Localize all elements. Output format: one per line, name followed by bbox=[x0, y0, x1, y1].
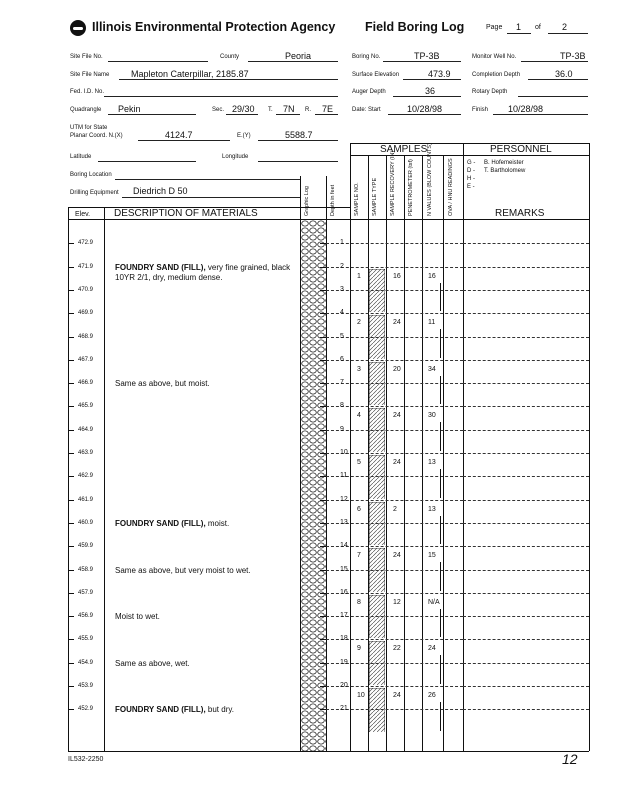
elevation-label: 461.9 bbox=[78, 496, 94, 503]
utm-label: UTM for State bbox=[70, 125, 108, 131]
monitor-well-value: TP-3B bbox=[560, 51, 586, 61]
grid-line bbox=[463, 523, 589, 524]
completion-depth-value: 36.0 bbox=[555, 69, 573, 79]
auger-depth-value: 36 bbox=[425, 86, 436, 96]
depth-tick bbox=[320, 663, 326, 664]
date-start-value: 10/28/98 bbox=[407, 104, 443, 114]
elevation-label: 460.9 bbox=[78, 519, 94, 526]
utm-e-label: E.(Y) bbox=[237, 133, 251, 139]
depth-label: 10 bbox=[340, 449, 348, 456]
grid-line bbox=[326, 313, 463, 314]
n-value: 15 bbox=[428, 552, 436, 560]
depth-label: 3 bbox=[340, 285, 344, 293]
depth-label: 7 bbox=[340, 379, 344, 387]
grid-line bbox=[463, 639, 589, 640]
sample-type-hatch bbox=[369, 502, 385, 546]
grid-line bbox=[463, 709, 589, 710]
description-entry bbox=[115, 566, 295, 576]
ova-header: OVA / HNU READINGS bbox=[448, 158, 454, 216]
elevation-label: 453.9 bbox=[78, 683, 94, 689]
recovery-value: 16 bbox=[393, 272, 401, 280]
depth-header: Depth in feet bbox=[330, 184, 336, 216]
description-entry bbox=[115, 612, 295, 622]
drilling-equipment-value: Diedrich D 50 bbox=[133, 186, 188, 196]
fed-id-label: Fed. I.D. No. bbox=[70, 89, 105, 95]
depth-tick bbox=[320, 546, 326, 547]
elev-tick bbox=[68, 616, 74, 617]
grid-line bbox=[326, 360, 463, 361]
grid-line bbox=[326, 406, 463, 407]
boring-location-label: Boring Location bbox=[70, 172, 112, 178]
depth-tick bbox=[320, 686, 326, 687]
grid-line bbox=[463, 686, 589, 687]
description-text: Same as above, but very moist to wet. bbox=[115, 565, 251, 575]
n-bracket bbox=[440, 376, 441, 405]
finish-value: 10/28/98 bbox=[508, 104, 544, 114]
description-header: DESCRIPTION OF MATERIALS bbox=[114, 208, 258, 219]
grid-line bbox=[463, 430, 589, 431]
personnel-role: H - bbox=[467, 176, 475, 182]
grid-line bbox=[463, 243, 589, 244]
depth-label: 13 bbox=[340, 518, 348, 526]
elevation-label: 465.9 bbox=[78, 403, 94, 410]
elevation-label: 466.9 bbox=[78, 380, 94, 387]
personnel-role: D - bbox=[467, 168, 475, 174]
description-text: Same as above, wet. bbox=[115, 658, 190, 668]
n-value: 16 bbox=[428, 272, 436, 280]
depth-label: 14 bbox=[340, 542, 348, 550]
depth-label: 9 bbox=[340, 425, 344, 433]
depth-tick bbox=[320, 430, 326, 431]
grid-line bbox=[463, 337, 589, 338]
depth-tick bbox=[320, 243, 326, 244]
description-entry bbox=[115, 263, 295, 283]
form-code: IL532-2250 bbox=[68, 756, 104, 763]
latitude-label: Latitude bbox=[70, 154, 92, 160]
surface-elevation-label: Surface Elevation bbox=[352, 72, 400, 78]
description-text: very fine grained, black 10YR 2/1, dry, medium dense. bbox=[115, 262, 291, 282]
grid-line bbox=[463, 290, 589, 291]
depth-tick bbox=[320, 593, 326, 594]
site-file-name-value: Mapleton Caterpillar, 2185.87 bbox=[131, 69, 249, 79]
n-value: 24 bbox=[428, 645, 436, 653]
description-entry bbox=[115, 705, 295, 715]
depth-label: 5 bbox=[340, 332, 344, 340]
sample-no-header: SAMPLE NO. bbox=[354, 182, 360, 216]
recovery-value: 24 bbox=[393, 692, 401, 699]
depth-tick bbox=[320, 406, 326, 407]
grid-line bbox=[463, 383, 589, 384]
recovery-value: 2 bbox=[393, 505, 397, 513]
grid-line bbox=[463, 476, 589, 477]
elevation-label: 467.9 bbox=[78, 356, 94, 363]
recovery-value: 22 bbox=[393, 645, 401, 653]
depth-label: 20 bbox=[340, 682, 348, 689]
n-value: 26 bbox=[428, 692, 436, 699]
auger-depth-label: Auger Depth bbox=[352, 89, 386, 95]
site-file-no-label: Site File No. bbox=[70, 54, 103, 60]
n-bracket bbox=[440, 283, 441, 312]
description-bold: FOUNDRY SAND (FILL), bbox=[115, 262, 206, 272]
quadrangle-value: Pekin bbox=[118, 104, 141, 114]
sample-type-hatch bbox=[369, 269, 385, 313]
elevation-label: 458.9 bbox=[78, 566, 94, 573]
recovery-value: 24 bbox=[393, 552, 401, 560]
elevation-label: 459.9 bbox=[78, 543, 94, 550]
elev-tick bbox=[68, 243, 74, 244]
r-label: R. bbox=[305, 107, 311, 113]
n-value: 13 bbox=[428, 505, 436, 513]
sample-number: 10 bbox=[357, 692, 365, 699]
t-value: 7N bbox=[283, 104, 295, 114]
form-title: Field Boring Log bbox=[365, 20, 465, 34]
n-value: 11 bbox=[428, 319, 436, 327]
graphic-log-header: Graphic Log bbox=[304, 186, 310, 216]
elev-tick bbox=[68, 546, 74, 547]
grid-line bbox=[326, 430, 463, 431]
elevation-label: 463.9 bbox=[78, 450, 94, 456]
agency-title: Illinois Environmental Protection Agency bbox=[92, 20, 336, 34]
county-value: Peoria bbox=[285, 51, 312, 61]
utm-n-value: 4124.7 bbox=[165, 130, 193, 140]
elev-tick bbox=[68, 686, 74, 687]
sample-number: 9 bbox=[357, 645, 361, 653]
samples-header: SAMPLES bbox=[380, 144, 428, 155]
page-number: 1 bbox=[516, 22, 522, 32]
elev-tick bbox=[68, 500, 74, 501]
longitude-label: Longitude bbox=[222, 154, 249, 160]
elevation-label: 471.9 bbox=[78, 263, 94, 270]
elevation-label: 452.9 bbox=[78, 706, 94, 713]
completion-depth-label: Completion Depth bbox=[472, 72, 521, 78]
elev-tick bbox=[68, 639, 74, 640]
depth-tick bbox=[320, 267, 326, 268]
elev-tick bbox=[68, 523, 74, 524]
depth-tick bbox=[320, 570, 326, 571]
grid-line bbox=[463, 593, 589, 594]
boring-no-value: TP-3B bbox=[414, 51, 440, 61]
n-bracket bbox=[440, 609, 441, 638]
n-value: 30 bbox=[428, 412, 436, 420]
sample-type-header: SAMPLE TYPE bbox=[372, 177, 378, 216]
sample-number: 6 bbox=[357, 505, 361, 513]
depth-tick bbox=[320, 500, 326, 501]
depth-tick bbox=[320, 313, 326, 314]
grid-line bbox=[326, 337, 463, 338]
elev-tick bbox=[68, 476, 74, 477]
surface-elevation-value: 473.9 bbox=[428, 69, 451, 79]
grid-line bbox=[463, 546, 589, 547]
t-label: T. bbox=[268, 107, 273, 113]
personnel-name: B. Hofemeister bbox=[484, 160, 524, 166]
finish-label: Finish bbox=[472, 107, 489, 113]
elevation-label: 456.9 bbox=[78, 613, 94, 620]
sample-number: 5 bbox=[357, 459, 361, 466]
depth-tick bbox=[320, 616, 326, 617]
grid-line bbox=[326, 243, 463, 244]
sample-type-hatch bbox=[369, 455, 385, 499]
elev-tick bbox=[68, 593, 74, 594]
elev-tick bbox=[68, 313, 74, 314]
recovery-header: SAMPLE RECOVERY (IN) bbox=[390, 150, 396, 216]
monitor-well-label: Monitor Well No. bbox=[472, 54, 517, 60]
depth-tick bbox=[320, 360, 326, 361]
recovery-value: 24 bbox=[393, 319, 401, 327]
depth-label: 12 bbox=[340, 495, 348, 503]
elevation-label: 472.9 bbox=[78, 240, 94, 247]
description-text: Moist to wet. bbox=[115, 612, 160, 622]
depth-label: 2 bbox=[340, 262, 344, 270]
personnel-role: G - bbox=[467, 160, 476, 166]
boring-no-label: Boring No. bbox=[352, 54, 381, 60]
elevation-label: 470.9 bbox=[78, 286, 94, 293]
elev-tick bbox=[68, 383, 74, 384]
sample-type-hatch bbox=[369, 315, 385, 359]
depth-label: 19 bbox=[340, 658, 348, 666]
page-label: Page bbox=[486, 24, 503, 31]
elev-tick bbox=[68, 663, 74, 664]
rotary-depth-label: Rotary Depth bbox=[472, 89, 508, 95]
n-value: 13 bbox=[428, 459, 436, 466]
depth-tick bbox=[320, 476, 326, 477]
elev-tick bbox=[68, 360, 74, 361]
penetrometer-header: PENETROMETER (tsf) bbox=[408, 159, 414, 216]
sec-label: Sec. bbox=[212, 107, 225, 113]
sample-type-hatch bbox=[369, 408, 385, 452]
grid-line bbox=[463, 267, 589, 268]
sample-number: 3 bbox=[357, 365, 361, 373]
elevation-label: 462.9 bbox=[78, 473, 94, 480]
sample-type-hatch bbox=[369, 641, 385, 685]
sample-number: 8 bbox=[357, 598, 361, 606]
grid-line bbox=[463, 663, 589, 664]
utm-e-value: 5588.7 bbox=[285, 130, 313, 140]
depth-label: 8 bbox=[340, 402, 344, 410]
elevation-label: 457.9 bbox=[78, 589, 94, 596]
r-value: 7E bbox=[322, 104, 334, 114]
sample-number: 2 bbox=[357, 319, 361, 327]
n-bracket bbox=[440, 329, 441, 358]
depth-tick bbox=[320, 709, 326, 710]
grid-line bbox=[326, 383, 463, 384]
description-entry bbox=[115, 519, 295, 529]
grid-line bbox=[463, 500, 589, 501]
elev-tick bbox=[68, 430, 74, 431]
depth-label: 21 bbox=[340, 705, 348, 713]
elev-tick bbox=[68, 290, 74, 291]
grid-line bbox=[326, 267, 463, 268]
elev-header: Elev. bbox=[75, 211, 91, 218]
depth-label: 1 bbox=[340, 239, 344, 247]
recovery-value: 12 bbox=[393, 598, 401, 606]
site-file-name-label: Site File Name bbox=[70, 72, 110, 78]
remarks-header: REMARKS bbox=[495, 208, 545, 219]
elevation-label: 454.9 bbox=[78, 659, 94, 666]
n-bracket bbox=[440, 655, 441, 684]
depth-label: 6 bbox=[340, 355, 344, 363]
depth-tick bbox=[320, 453, 326, 454]
drilling-equipment-label: Drilling Equipment bbox=[70, 190, 119, 196]
grid-line bbox=[463, 360, 589, 361]
description-bold: FOUNDRY SAND (FILL), bbox=[115, 518, 206, 528]
sample-type-hatch bbox=[369, 688, 385, 732]
iepa-logo bbox=[70, 20, 86, 36]
elevation-label: 455.9 bbox=[78, 636, 94, 643]
graphic-log-column bbox=[301, 220, 326, 751]
grid-line bbox=[326, 290, 463, 291]
description-entry bbox=[115, 659, 295, 669]
depth-tick bbox=[320, 523, 326, 524]
n-values-header: N VALUES (BLOW COUNTS) bbox=[427, 143, 433, 216]
elev-tick bbox=[68, 570, 74, 571]
description-text: but dry. bbox=[205, 705, 234, 715]
depth-label: 4 bbox=[340, 309, 344, 317]
page-mark: 12 bbox=[562, 751, 578, 767]
grid-line bbox=[463, 616, 589, 617]
n-bracket bbox=[440, 516, 441, 545]
planar-coord-label: Planar Coord. N.(X) bbox=[70, 133, 123, 139]
description-bold: FOUNDRY SAND (FILL), bbox=[115, 705, 206, 715]
grid-line bbox=[463, 313, 589, 314]
sample-number: 4 bbox=[357, 412, 361, 420]
n-bracket bbox=[440, 469, 441, 498]
grid-line bbox=[463, 406, 589, 407]
depth-label: 15 bbox=[340, 565, 348, 573]
elevation-label: 469.9 bbox=[78, 310, 94, 317]
sample-type-hatch bbox=[369, 595, 385, 639]
of-label: of bbox=[535, 24, 541, 31]
county-label: County bbox=[220, 54, 240, 60]
elev-tick bbox=[68, 453, 74, 454]
depth-tick bbox=[320, 383, 326, 384]
description-text: Same as above, but moist. bbox=[115, 379, 210, 389]
recovery-value: 24 bbox=[393, 459, 401, 466]
n-bracket bbox=[440, 422, 441, 451]
description-entry bbox=[115, 379, 295, 389]
depth-label: 17 bbox=[340, 612, 348, 620]
elev-tick bbox=[68, 337, 74, 338]
sample-number: 7 bbox=[357, 552, 361, 560]
elev-tick bbox=[68, 709, 74, 710]
personnel-name: T. Bartholomew bbox=[484, 168, 526, 174]
sample-number: 1 bbox=[357, 272, 361, 280]
page-total: 2 bbox=[562, 22, 568, 32]
description-text: moist. bbox=[205, 518, 230, 528]
grid-line bbox=[463, 453, 589, 454]
recovery-value: 24 bbox=[393, 412, 401, 420]
sample-type-hatch bbox=[369, 548, 385, 592]
date-start-label: Date: Start bbox=[352, 107, 381, 113]
depth-label: 16 bbox=[340, 588, 348, 596]
quadrangle-label: Quadrangle bbox=[70, 107, 102, 113]
elev-tick bbox=[68, 267, 74, 268]
sec-value: 29/30 bbox=[232, 104, 255, 114]
elev-tick bbox=[68, 406, 74, 407]
depth-tick bbox=[320, 639, 326, 640]
n-bracket bbox=[440, 702, 441, 731]
n-bracket bbox=[440, 562, 441, 591]
personnel-role: E - bbox=[467, 184, 475, 190]
depth-tick bbox=[320, 337, 326, 338]
depth-label: 18 bbox=[340, 635, 348, 643]
elevation-label: 468.9 bbox=[78, 333, 94, 340]
sample-type-hatch bbox=[369, 362, 385, 406]
elevation-label: 464.9 bbox=[78, 426, 94, 433]
recovery-value: 20 bbox=[393, 365, 401, 373]
personnel-header: PERSONNEL bbox=[490, 144, 552, 155]
n-value: N/A bbox=[428, 598, 440, 606]
depth-tick bbox=[320, 290, 326, 291]
grid-line bbox=[463, 570, 589, 571]
depth-label: 11 bbox=[340, 472, 348, 480]
n-value: 34 bbox=[428, 365, 436, 373]
